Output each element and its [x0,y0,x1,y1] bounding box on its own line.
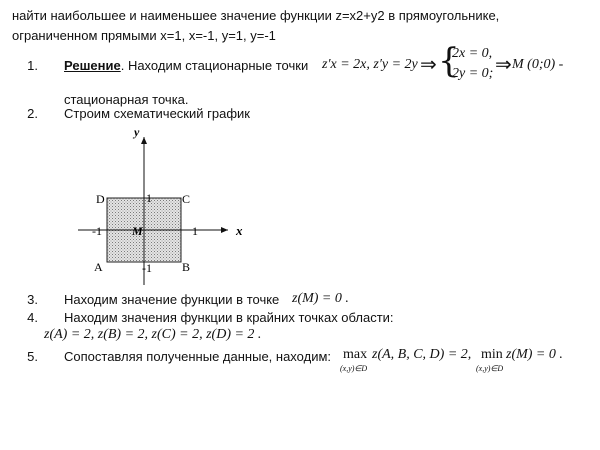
derivatives-formula: z′x = 2x, z′y = 2y [322,57,418,72]
step-3-formula: z(M) = 0 . [292,291,349,306]
max-operator: max [343,347,368,362]
system-brace: { [438,41,460,81]
step-1-text: . Находим стационарные точки [120,58,309,73]
max-expression: z(A, B, C, D) = 2, [372,347,472,362]
problem-line-2: ограниченном прямыми x=1, x=-1, y=1, y=-1 [12,28,276,43]
step-4-number: 4. [27,310,38,325]
implies-arrow-2: ⇒ [495,54,512,76]
step-1-number: 1. [27,58,38,73]
step-1-continuation: стационарная точка. [64,92,189,107]
step-2-text: Строим схематический график [64,106,250,121]
step-5-text: Сопоставляя полученные данные, находим: [64,349,332,364]
min-expression: z(M) = 0 . [506,347,563,362]
max-subscript: (x,y)∈D [340,364,368,373]
vertex-d: D [96,192,105,206]
step-5-number: 5. [27,349,38,364]
vertex-c: C [182,192,191,206]
min-operator: min [481,347,503,362]
vertex-a: A [94,260,103,274]
tick-bottom: -1 [142,261,152,275]
schematic-graph [70,125,260,285]
step-2-number: 2. [27,106,38,121]
solution-label: Решение [64,58,121,73]
stationary-point: M (0;0) - [512,57,564,72]
problem-line-1: найти наибольшее и наименьшее значение функции z=x2+y2 в прямоугольнике, [12,8,500,23]
origin-label: M [132,224,143,238]
implies-arrow-1: ⇒ [420,54,437,76]
tick-top: 1 [146,191,152,205]
step-4-formula: z(A) = 2, z(B) = 2, z(C) = 2, z(D) = 2 . [44,327,262,342]
step-3-number: 3. [27,292,38,307]
system-eq-1: 2x = 0, [452,46,493,61]
step-3-text: Находим значение функции в точке [64,292,280,307]
min-subscript: (x,y)∈D [476,364,504,373]
x-axis-label: x [236,223,243,238]
step-1-line [64,58,308,73]
step-4-text: Находим значения функции в крайних точках области: [64,310,394,325]
x-axis-arrow-icon [221,227,228,233]
vertex-b: B [182,260,191,274]
tick-right: 1 [192,224,198,238]
y-axis-arrow-icon [141,137,147,144]
y-axis-label: y [134,125,140,139]
tick-left: -1 [92,224,102,238]
system-eq-2: 2y = 0; [452,66,494,81]
